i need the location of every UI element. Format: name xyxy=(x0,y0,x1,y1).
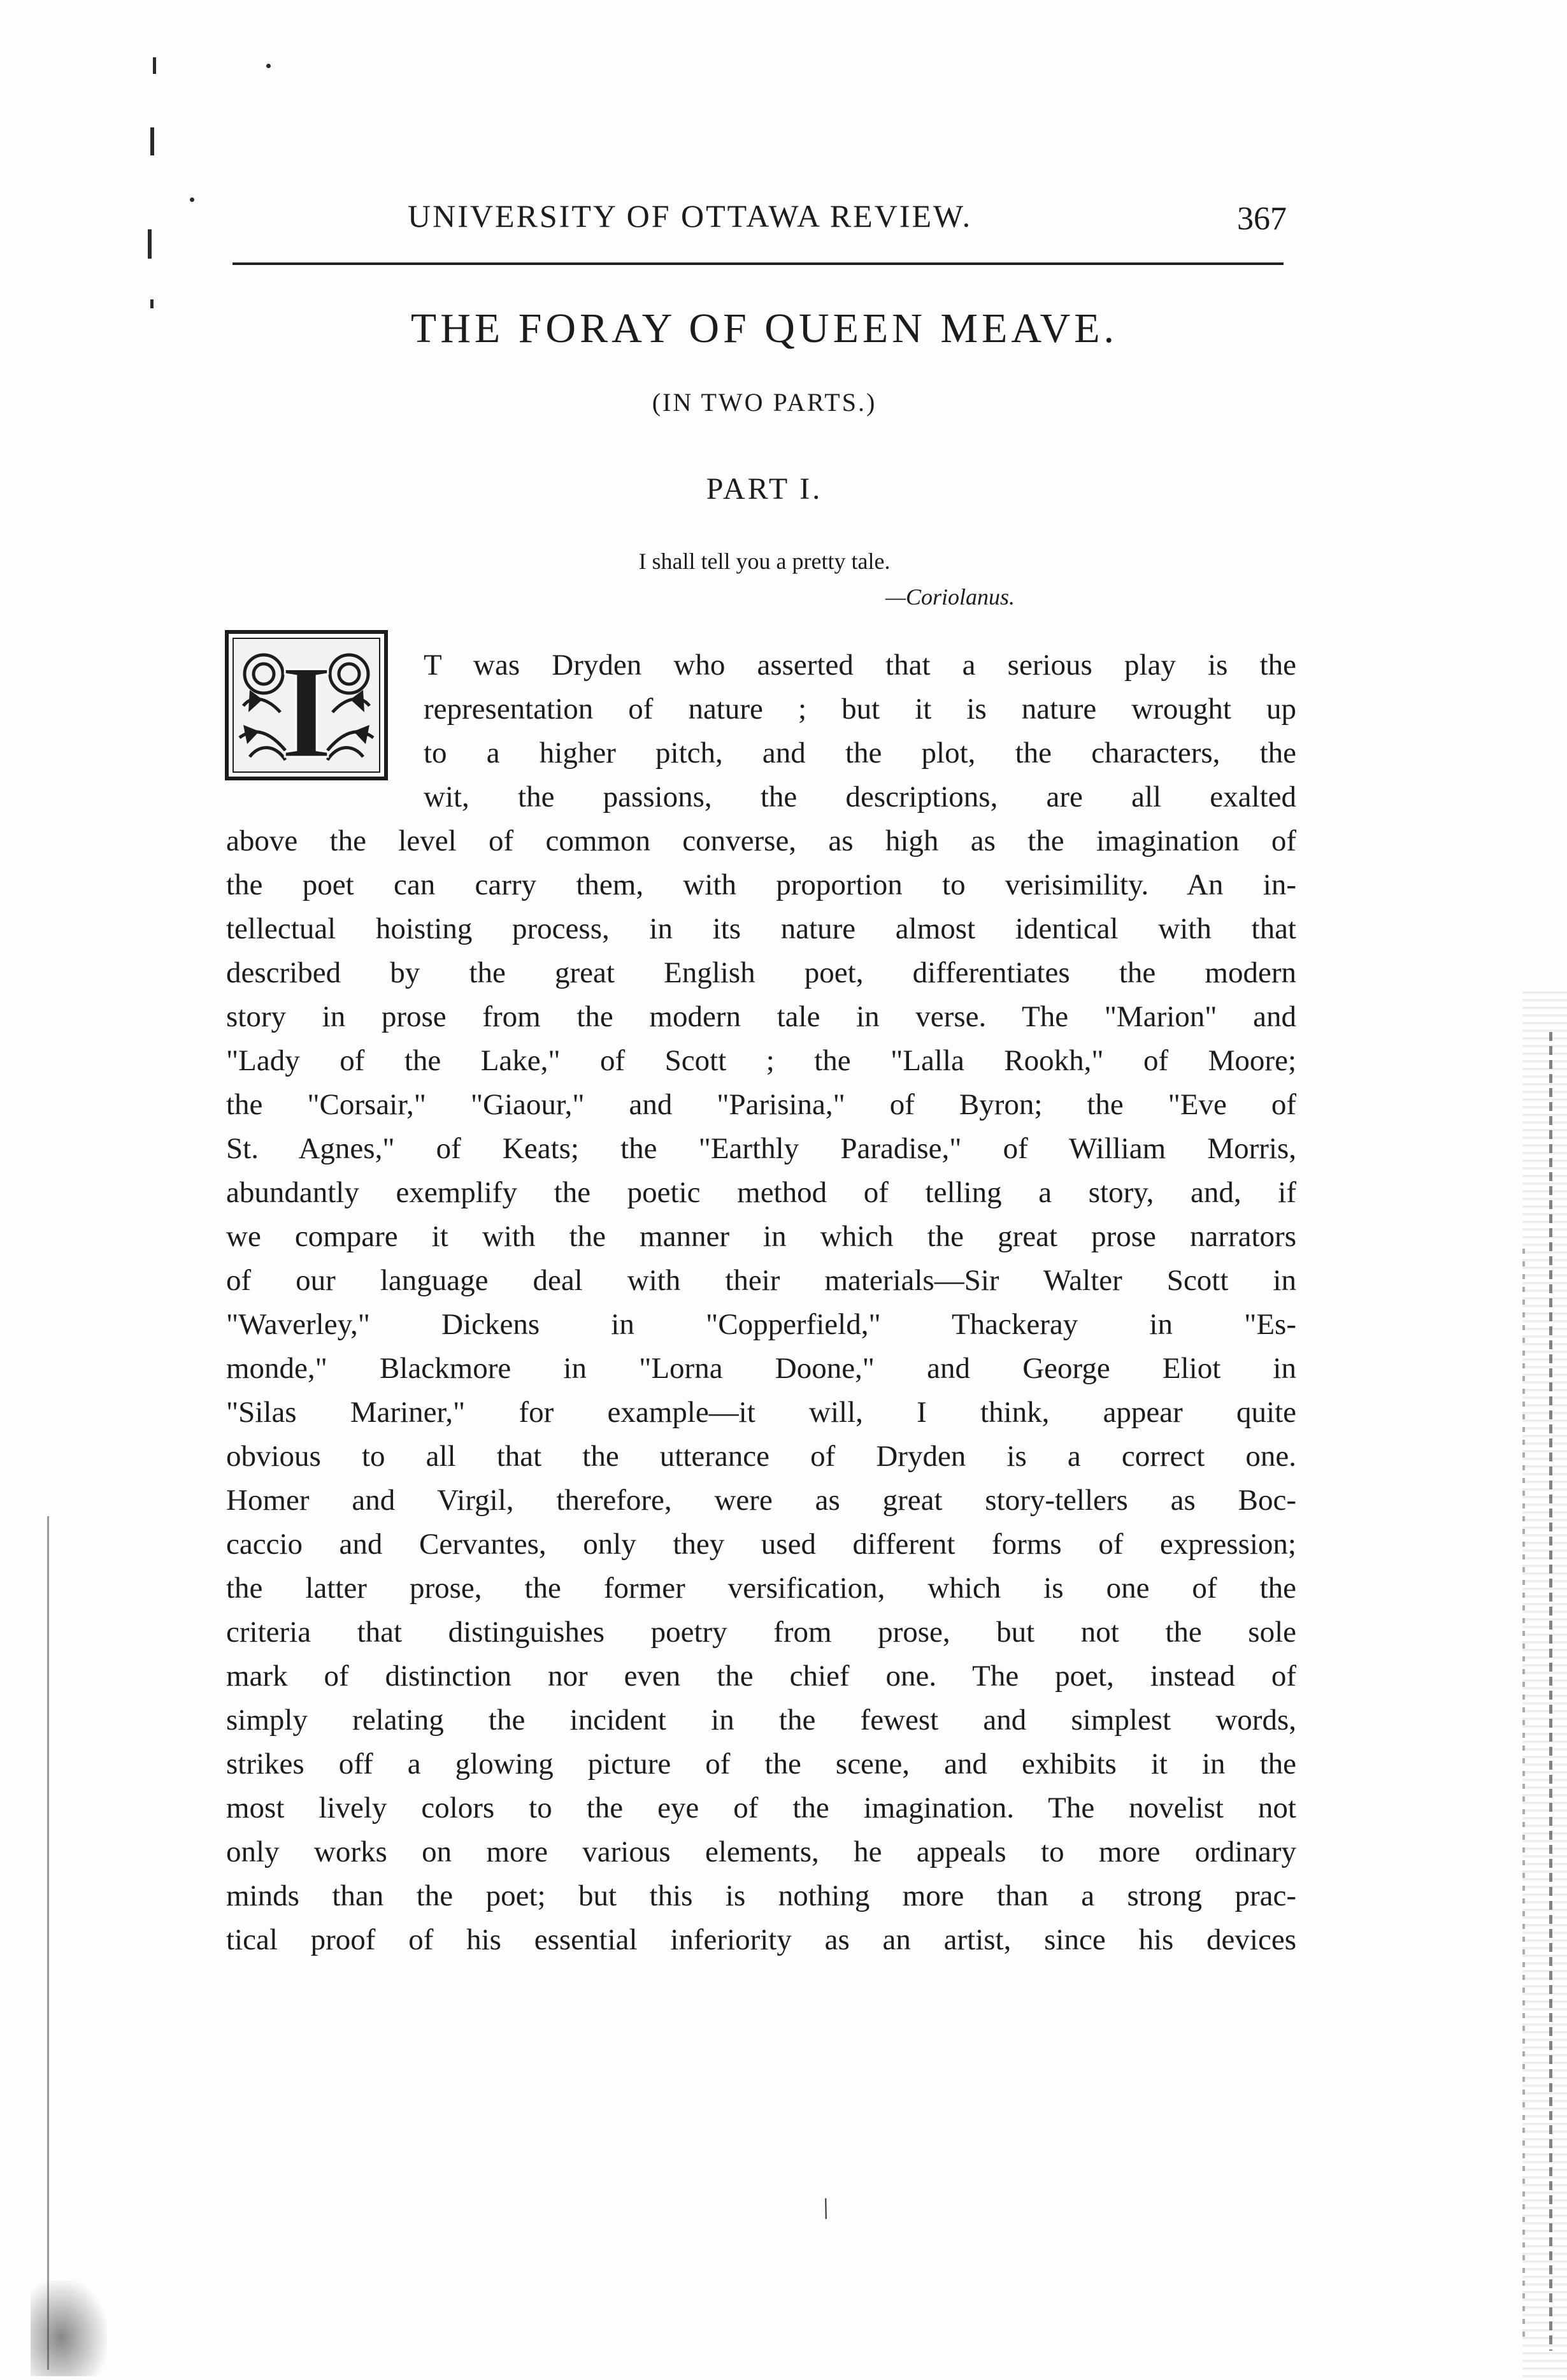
page-number: 367 xyxy=(1237,201,1287,237)
scan-edge-shadow xyxy=(1522,987,1567,2380)
scan-edge-line xyxy=(47,1516,49,2370)
header-rule xyxy=(233,262,1284,265)
text-line: simply relating the incident in the fewest and simplest words, xyxy=(226,1703,1296,1737)
scan-smudge xyxy=(31,2281,107,2376)
text-line: criteria that distinguishes poetry from prose, but not the sole xyxy=(226,1616,1296,1649)
text-line: "Waverley," Dickens in "Copperfield," Thackeray in "Es- xyxy=(226,1308,1296,1341)
scan-edge-line xyxy=(1549,1032,1552,2351)
text-line: minds than the poet; but this is nothing more than a strong prac- xyxy=(226,1879,1296,1912)
drop-cap-letter: I xyxy=(280,638,333,781)
scan-speck xyxy=(150,127,154,155)
text-line: the latter prose, the former versification, which is one of the xyxy=(226,1572,1296,1605)
running-head xyxy=(229,197,1287,248)
text-line: obvious to all that the utterance of Dryden is a correct one. xyxy=(226,1440,1296,1473)
text-line: above the level of common converse, as high as the imagination of xyxy=(226,824,1296,857)
part-heading: PART I. xyxy=(706,472,823,506)
text-line: representation of nature ; but it is nature wrought up xyxy=(424,692,1296,726)
scan-edge-line xyxy=(1522,1249,1525,2344)
text-line: T was Dryden who asserted that a serious play is the xyxy=(424,649,1296,682)
text-line: "Silas Mariner," for example—it will, I think, appear quite xyxy=(226,1396,1296,1429)
text-line: monde," Blackmore in "Lorna Doone," and George Eliot in xyxy=(226,1352,1296,1385)
scan-speck xyxy=(190,197,194,202)
text-line: caccio and Cervantes, only they used different forms of expression; xyxy=(226,1528,1296,1561)
scan-speck xyxy=(148,229,152,259)
text-line: wit, the passions, the descriptions, are all exalted xyxy=(424,780,1296,814)
text-line: only works on more various elements, he appeals to more ordinary xyxy=(226,1835,1296,1868)
text-line: we compare it with the manner in which the great prose narrators xyxy=(226,1220,1296,1253)
scan-speck xyxy=(266,64,271,68)
text-line: to a higher pitch, and the plot, the characters, the xyxy=(424,736,1296,770)
scan-speck xyxy=(153,57,156,74)
pencil-mark: / xyxy=(816,2191,836,2225)
epigraph-quote: I shall tell you a pretty tale. xyxy=(638,548,891,574)
text-line: story in prose from the modern tale in verse. The "Marion" and xyxy=(226,1000,1296,1033)
text-line: strikes off a glowing picture of the scene, and exhibits it in the xyxy=(226,1747,1296,1781)
text-line: "Lady of the Lake," of Scott ; the "Lalla Rookh," of Moore; xyxy=(226,1044,1296,1077)
text-line: tical proof of his essential inferiority as an artist, since his devices xyxy=(226,1923,1296,1956)
article-title: THE FORAY OF QUEEN MEAVE. xyxy=(410,305,1119,352)
article-body xyxy=(226,643,1296,1962)
text-line: of our language deal with their materials—Sir Walter Scott in xyxy=(226,1264,1296,1297)
text-line: the poet can carry them, with proportion to verisimility. An in- xyxy=(226,868,1296,901)
epigraph-source: —Coriolanus. xyxy=(885,584,1015,610)
text-line: tellectual hoisting process, in its nature almost identical with that xyxy=(226,912,1296,945)
text-line: described by the great English poet, differentiates the modern xyxy=(226,956,1296,989)
text-line: Homer and Virgil, therefore, were as great story-tellers as Boc- xyxy=(226,1484,1296,1517)
text-line: most lively colors to the eye of the imagination. The novelist not xyxy=(226,1791,1296,1824)
text-line: abundantly exemplify the poetic method of telling a story, and, if xyxy=(226,1176,1296,1209)
text-line: the "Corsair," "Giaour," and "Parisina," of Byron; the "Eve of xyxy=(226,1088,1296,1121)
text-line: mark of distinction nor even the chief one. The poet, instead of xyxy=(226,1660,1296,1693)
running-head-title: UNIVERSITY OF OTTAWA REVIEW. xyxy=(408,198,973,234)
text-line: St. Agnes," of Keats; the "Earthly Paradise," of William Morris, xyxy=(226,1132,1296,1165)
article-subtitle: (IN TWO PARTS.) xyxy=(652,388,877,417)
